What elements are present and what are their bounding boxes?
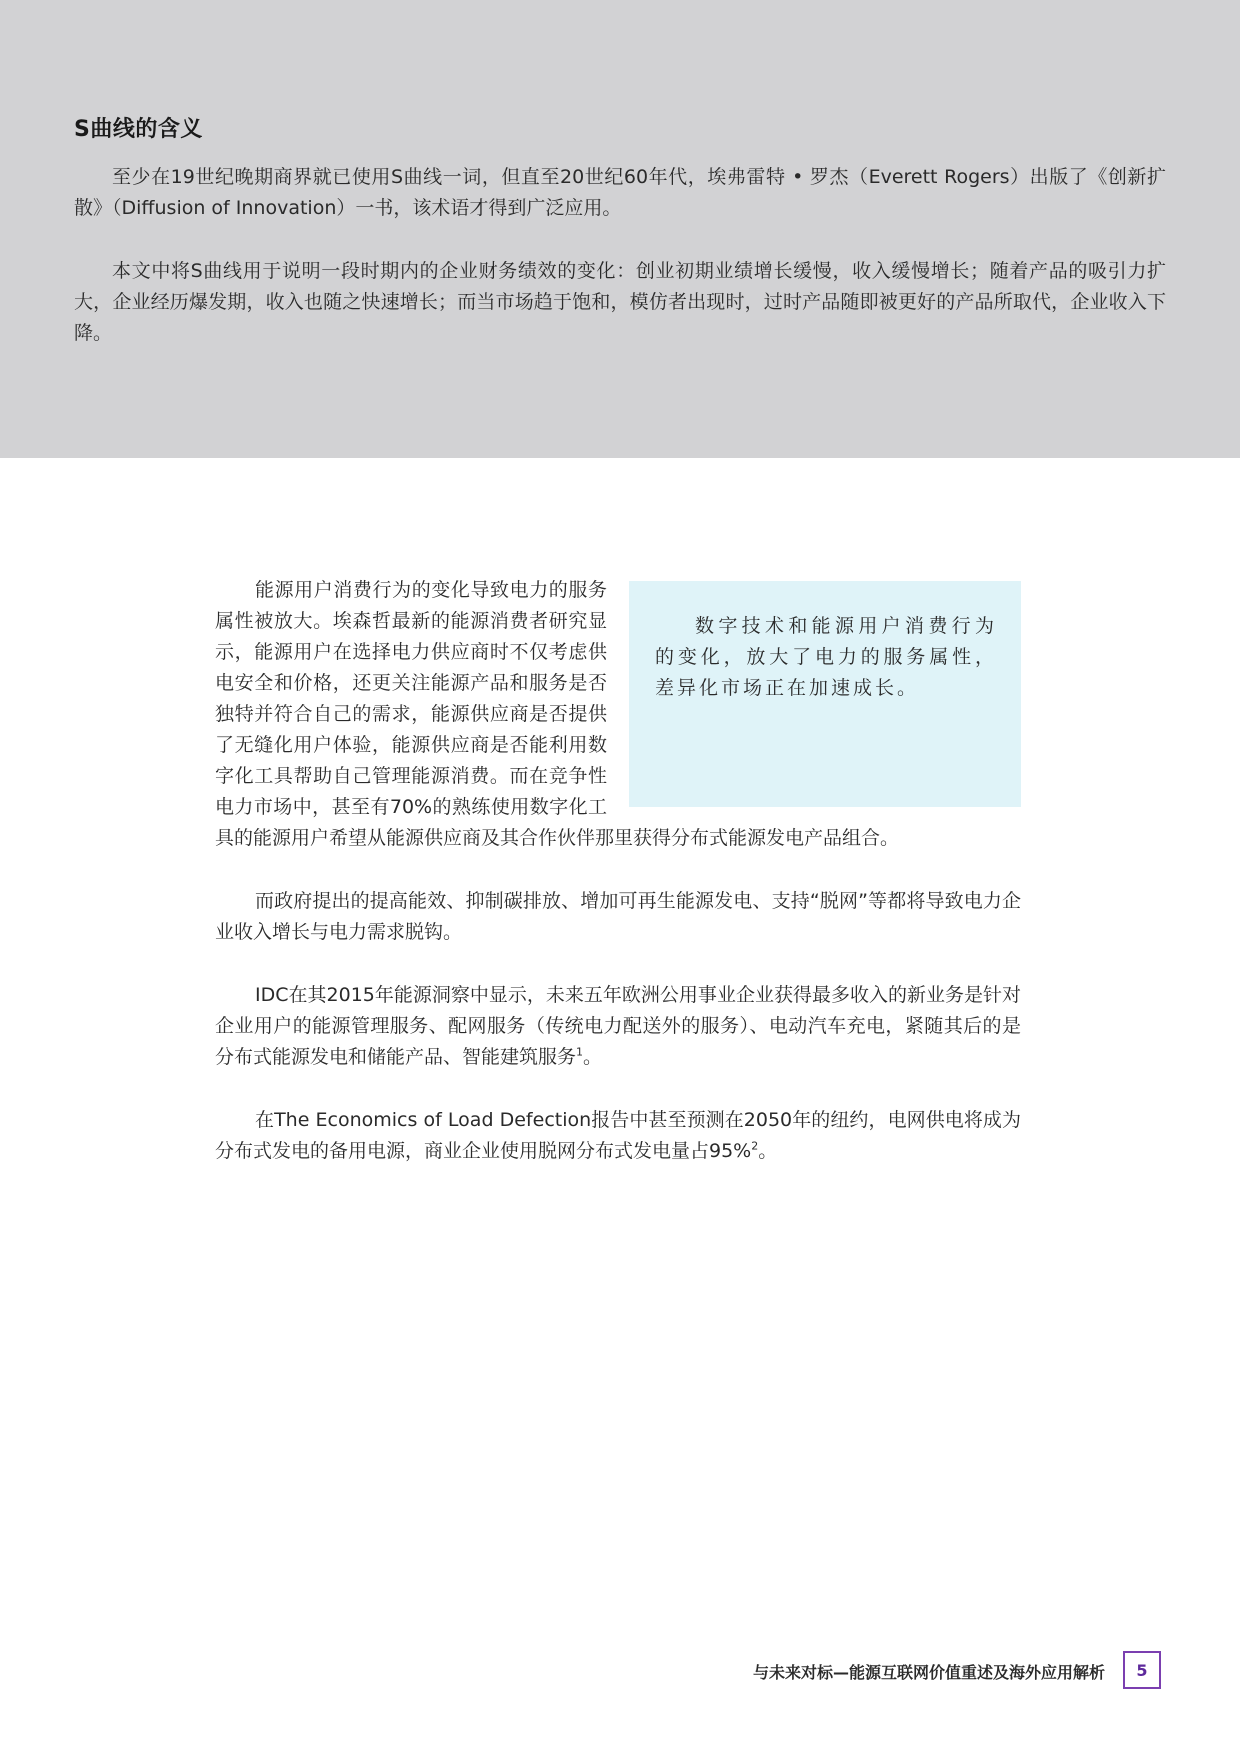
- body-paragraph: [215, 980, 1021, 1073]
- paragraph-text: 在The Economics of Load Defection报告中甚至预测在2050年的纽约，电网供电将成为分布式发电的备用电源，商业企业使用脱网分布式发电量占95%: [215, 1109, 1021, 1162]
- main-article: [215, 575, 1021, 1199]
- body-paragraph: 能源用户消费行为的变化导致电力的服务属性被放大。埃森哲最新的能源消费者研究显示，能源用户在选择电力供应商时不仅考虑供电安全和价格，还更关注能源产品和服务是否独特并符合自己的需求，能源供应商是否提供了无缝化用户体验，能源供应商是否能利用数字化工具帮助自己管理能源消费。而在竞争性电力市场中，甚至有70%的熟练使用数字化工具的能源用户希望从能源供应商及其合作伙伴那里获得分布式能源发电产品组合。: [215, 579, 900, 849]
- body-paragraph: 而政府提出的提高能效、抑制碳排放、增加可再生能源发电、支持“脱网”等都将导致电力企业收入增长与电力需求脱钩。: [215, 890, 1021, 943]
- page-number-text: 5: [1136, 1660, 1148, 1680]
- footer-report-title: 与未来对标—能源互联网价值重述及海外应用解析: [752, 1663, 1105, 1682]
- sidebox-body: [74, 162, 1166, 381]
- page-number: [1123, 1651, 1161, 1689]
- sidebox-paragraph: 至少在19世纪晚期商界就已使用S曲线一词，但直至20世纪60年代，埃弗雷特 • 罗杰（Everett Rogers）出版了《创新扩散》（Diffusion of Innovation）一书，该术语才得到广泛应用。: [74, 166, 1166, 219]
- body-paragraph: [215, 1105, 1021, 1167]
- pull-quote: [629, 581, 1021, 807]
- paragraph-text: IDC在其2015年能源洞察中显示，未来五年欧洲公用事业企业获得最多收入的新业务是针对企业用户的能源管理服务、配网服务（传统电力配送外的服务）、电动汽车充电，紧随其后的是分布式能源发电和储能产品、智能建筑服务: [215, 984, 1021, 1068]
- sidebox-paragraph: 本文中将S曲线用于说明一段时期内的企业财务绩效的变化：创业初期业绩增长缓慢，收入缓慢增长；随着产品的吸引力扩大，企业经历爆发期，收入也随之快速增长；而当市场趋于饱和，模仿者出现时，过时产品随即被更好的产品所取代，企业收入下降。: [74, 260, 1166, 344]
- paragraph-end: 。: [758, 1140, 778, 1162]
- footnote-ref[interactable]: 1: [576, 1045, 584, 1059]
- sidebox-title: S曲线的含义: [74, 117, 203, 142]
- definition-sidebox: [0, 0, 1240, 458]
- footnote-ref[interactable]: 2: [751, 1139, 759, 1153]
- pull-quote-text: 数字技术和能源用户消费行为的变化，放大了电力的服务属性，差异化市场正在加速成长。: [655, 615, 997, 699]
- paragraph-end: 。: [583, 1046, 603, 1068]
